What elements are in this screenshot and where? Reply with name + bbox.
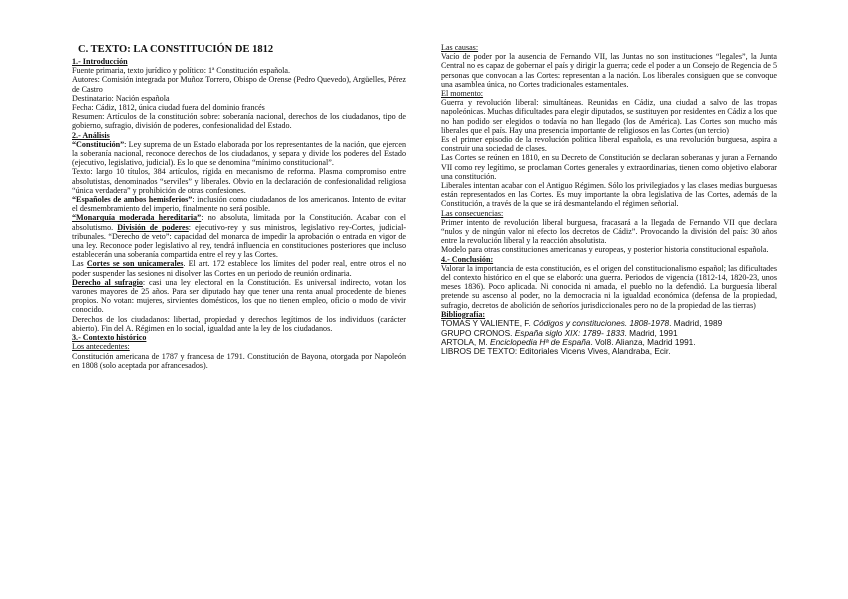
- section-2-heading: 2.- Análisis: [72, 130, 110, 140]
- bibliography-entry: LIBROS DE TEXTO: Editoriales Vicens Vives, Alandraba, Ecir.: [441, 346, 671, 357]
- antecedentes-text: Constitución americana de 1787 y francesa de 1791. Constitución de Bayona, otorgada por Napoleón en 1808 (solo aceptada por afrancesados).: [72, 351, 406, 370]
- analysis-espanoles: “Españoles de ambos hemisferios”: inclusión como ciudadanos de los americanos. Intento de evitar el desmembramiento del imperio, finalmente no será posible.: [72, 195, 406, 214]
- section-3-heading: 3.- Contexto histórico: [72, 333, 147, 343]
- intro-source: Fuente primaria, texto jurídico y político: 1ª Constitución española.: [72, 66, 291, 76]
- analysis-texto: Texto: largo 10 títulos, 384 artículos, rígida en mecanismo de reforma. Plasma compromiso entre absolutistas, denominados “serviles” y liberales. Obvio en la declaración de confesionalidad religiosa “única verdadera” y prohibición de otras confesiones.: [72, 167, 406, 195]
- consecuencias-text-2: Modelo para otras constituciones americanas y europeas, y posterior historia constitucional española.: [441, 245, 769, 255]
- momento-heading: El momento:: [441, 89, 484, 99]
- intro-summary: Resumen: Artículos de la constitución sobre: soberanía nacional, derechos de los ciudadanos, tipo de gobierno, sufragio, división de poderes, confesionalidad del Estado.: [72, 112, 406, 131]
- section-1-heading: 1.- Introducción: [72, 57, 128, 66]
- intro-recipient: Destinatario: Nación española: [72, 93, 170, 103]
- bibliography-entry: ARTOLA, M. Enciclopedia Hª de España. Vol8. Alianza, Madrid 1991.: [441, 336, 696, 347]
- analysis-sufragio: Derecho al sufragio: casi una ley electoral en la Constitución. Es universal indirecto, votan los varones mayores de 25 años. Para ser diputado hay que tener una renta anual procedente de bienes propios. No votan: mujeres, sirvientes domésticos, los que no tienen empleo, oficio o modo de vivir conocido.: [72, 277, 406, 315]
- analysis-cortes: Las Cortes se son unicamerales. El art. 172 establece los límites del poder real, entre otros el no poder suspender las sesiones ni disolver las Cortes en un periodo de reunión ordinaria.: [72, 259, 406, 278]
- document-title: C. TEXTO: LA CONSTITUCIÓN DE 1812: [78, 44, 274, 55]
- conclusion-text: Valorar la importancia de esta constitución, es el origen del constitucionalismo español; las dificultades del contexto histórico en el que se elaboró: una guerra. Periodos de vigencia (1812-14, 1820-23, unos meses 1836). Poco aplicada. Ni conocida ni amada, el pueblo no la defendió. La burguesía liberal pretende su ascenso al poder, no la democracia ni la igualdad económica (defensa de la propiedad, sufragio, decretos de abolición de señoríos jurisdiccionales pero no de la propiedad de las tierras): [441, 263, 777, 310]
- consecuencias-text-1: Primer intento de revolución liberal burguesa, fracasará a la llegada de Fernando VII que declara “nulos y de ningún valor ni efecto los decretos de Cádiz”. Provocando la división del país: 30 años entre la revolución liberal y la reacción absolutista.: [441, 217, 777, 246]
- bibliography-heading: Bibliografía:: [441, 309, 486, 319]
- intro-authors: Autores: Comisión integrada por Muñoz Torrero, Obispo de Orense (Pedro Quevedo), Argüelles, Pérez de Castro: [72, 75, 406, 94]
- intro-date: Fecha: Cádiz, 1812, única ciudad fuera del dominio francés: [72, 103, 265, 113]
- analysis-constitucion: “Constitución”: Ley suprema de un Estado elaborada por los representantes de la nación, que ejercen la soberanía nacional, reconoce derechos de los ciudadanos, y separa y divide los poderes del Estado (ejecutivo, legislativo, judicial). Es lo que se denomina “mínimo constitucional”.: [72, 139, 406, 168]
- left-column: [72, 44, 406, 370]
- analysis-derechos: Derechos de los ciudadanos: libertad, propiedad y derechos legítimos de los individuos (carácter abierto). Fin del A. Régimen en lo social, igualdad ante la ley de los ciudadanos.: [72, 314, 406, 333]
- antecedentes-heading: Los antecedentes:: [72, 342, 130, 352]
- momento-text-4: Liberales intentan acabar con el Antiguo Régimen. Sólo los privilegiados y las clases medias burguesas están representados en las Cortes. Es muy importante la obra legislativa de las Cortes, además de la Constitución, a través de la que se irá desmantelando el régimen señorial.: [441, 181, 777, 209]
- momento-text-1: Guerra y revolución liberal: simultáneas. Reunidas en Cádiz, una ciudad a salvo de las tropas napoleónicas. Muchas dificultades para elegir diputados, se sustituyen por residentes en Cádiz a los que no han podido ser elegidos o todavía no han llegado (los de América). Las Cortes son mucho más liberales que el país. Hay una presencia importante de religiosos en las Cortes (un tercio): [441, 98, 777, 135]
- bibliography-entry: GRUPO CRONOS. España siglo XIX: 1789- 1833. Madrid, 1991: [441, 327, 678, 338]
- analysis-monarquia: “Monarquía moderada hereditaria”: no absoluta, limitada por la Constitución. Acabar con el absolutismo. División de poderes: ejecutivo-rey y sus ministros, legislativo rey-Cortes, judicial-tribunales. “Derecho de veto”: capacidad del monarca de impedir la aprobación o entrada en vigor de una ley. Reconoce poder legislativo al rey, tendrá influencia en constituciones posteriores que incluso establecerán una soberanía compartida entre el rey y las Cortes.: [72, 213, 407, 260]
- section-4-heading: 4.- Conclusión:: [441, 254, 494, 264]
- causas-text: Vacío de poder por la ausencia de Fernando VII, las Juntas no son instituciones “legales”, la Junta Central no es capaz de gobernar el país y dirigir la guerra; cede el poder a un Consejo de Regencia de 5 personas que convocan a las Cortes: representan a la nación. Los liberales consiguen que se convoque una asamblea única, no Cortes tradicionales estamentales.: [441, 52, 777, 89]
- momento-text-2: Es el primer episodio de la revolución política liberal española, es una revolución burguesa, aspira a construir una sociedad de clases.: [441, 135, 777, 154]
- consecuencias-heading: Las consecuencias:: [441, 208, 504, 218]
- causas-heading: Las causas:: [441, 43, 479, 52]
- bibliography-entry: TOMAS Y VALIENTE, F. Códigos y constituciones. 1808-1978. Madrid, 1989: [441, 318, 723, 329]
- right-column: [441, 43, 777, 357]
- momento-text-3: Las Cortes se reúnen en 1810, en su Decreto de Constitución se declaran soberanas y juran a Fernando VII como rey legítimo, se proclaman Cortes generales y extraordinarias, tienen como objetivo elaborar una constitución.: [441, 153, 777, 181]
